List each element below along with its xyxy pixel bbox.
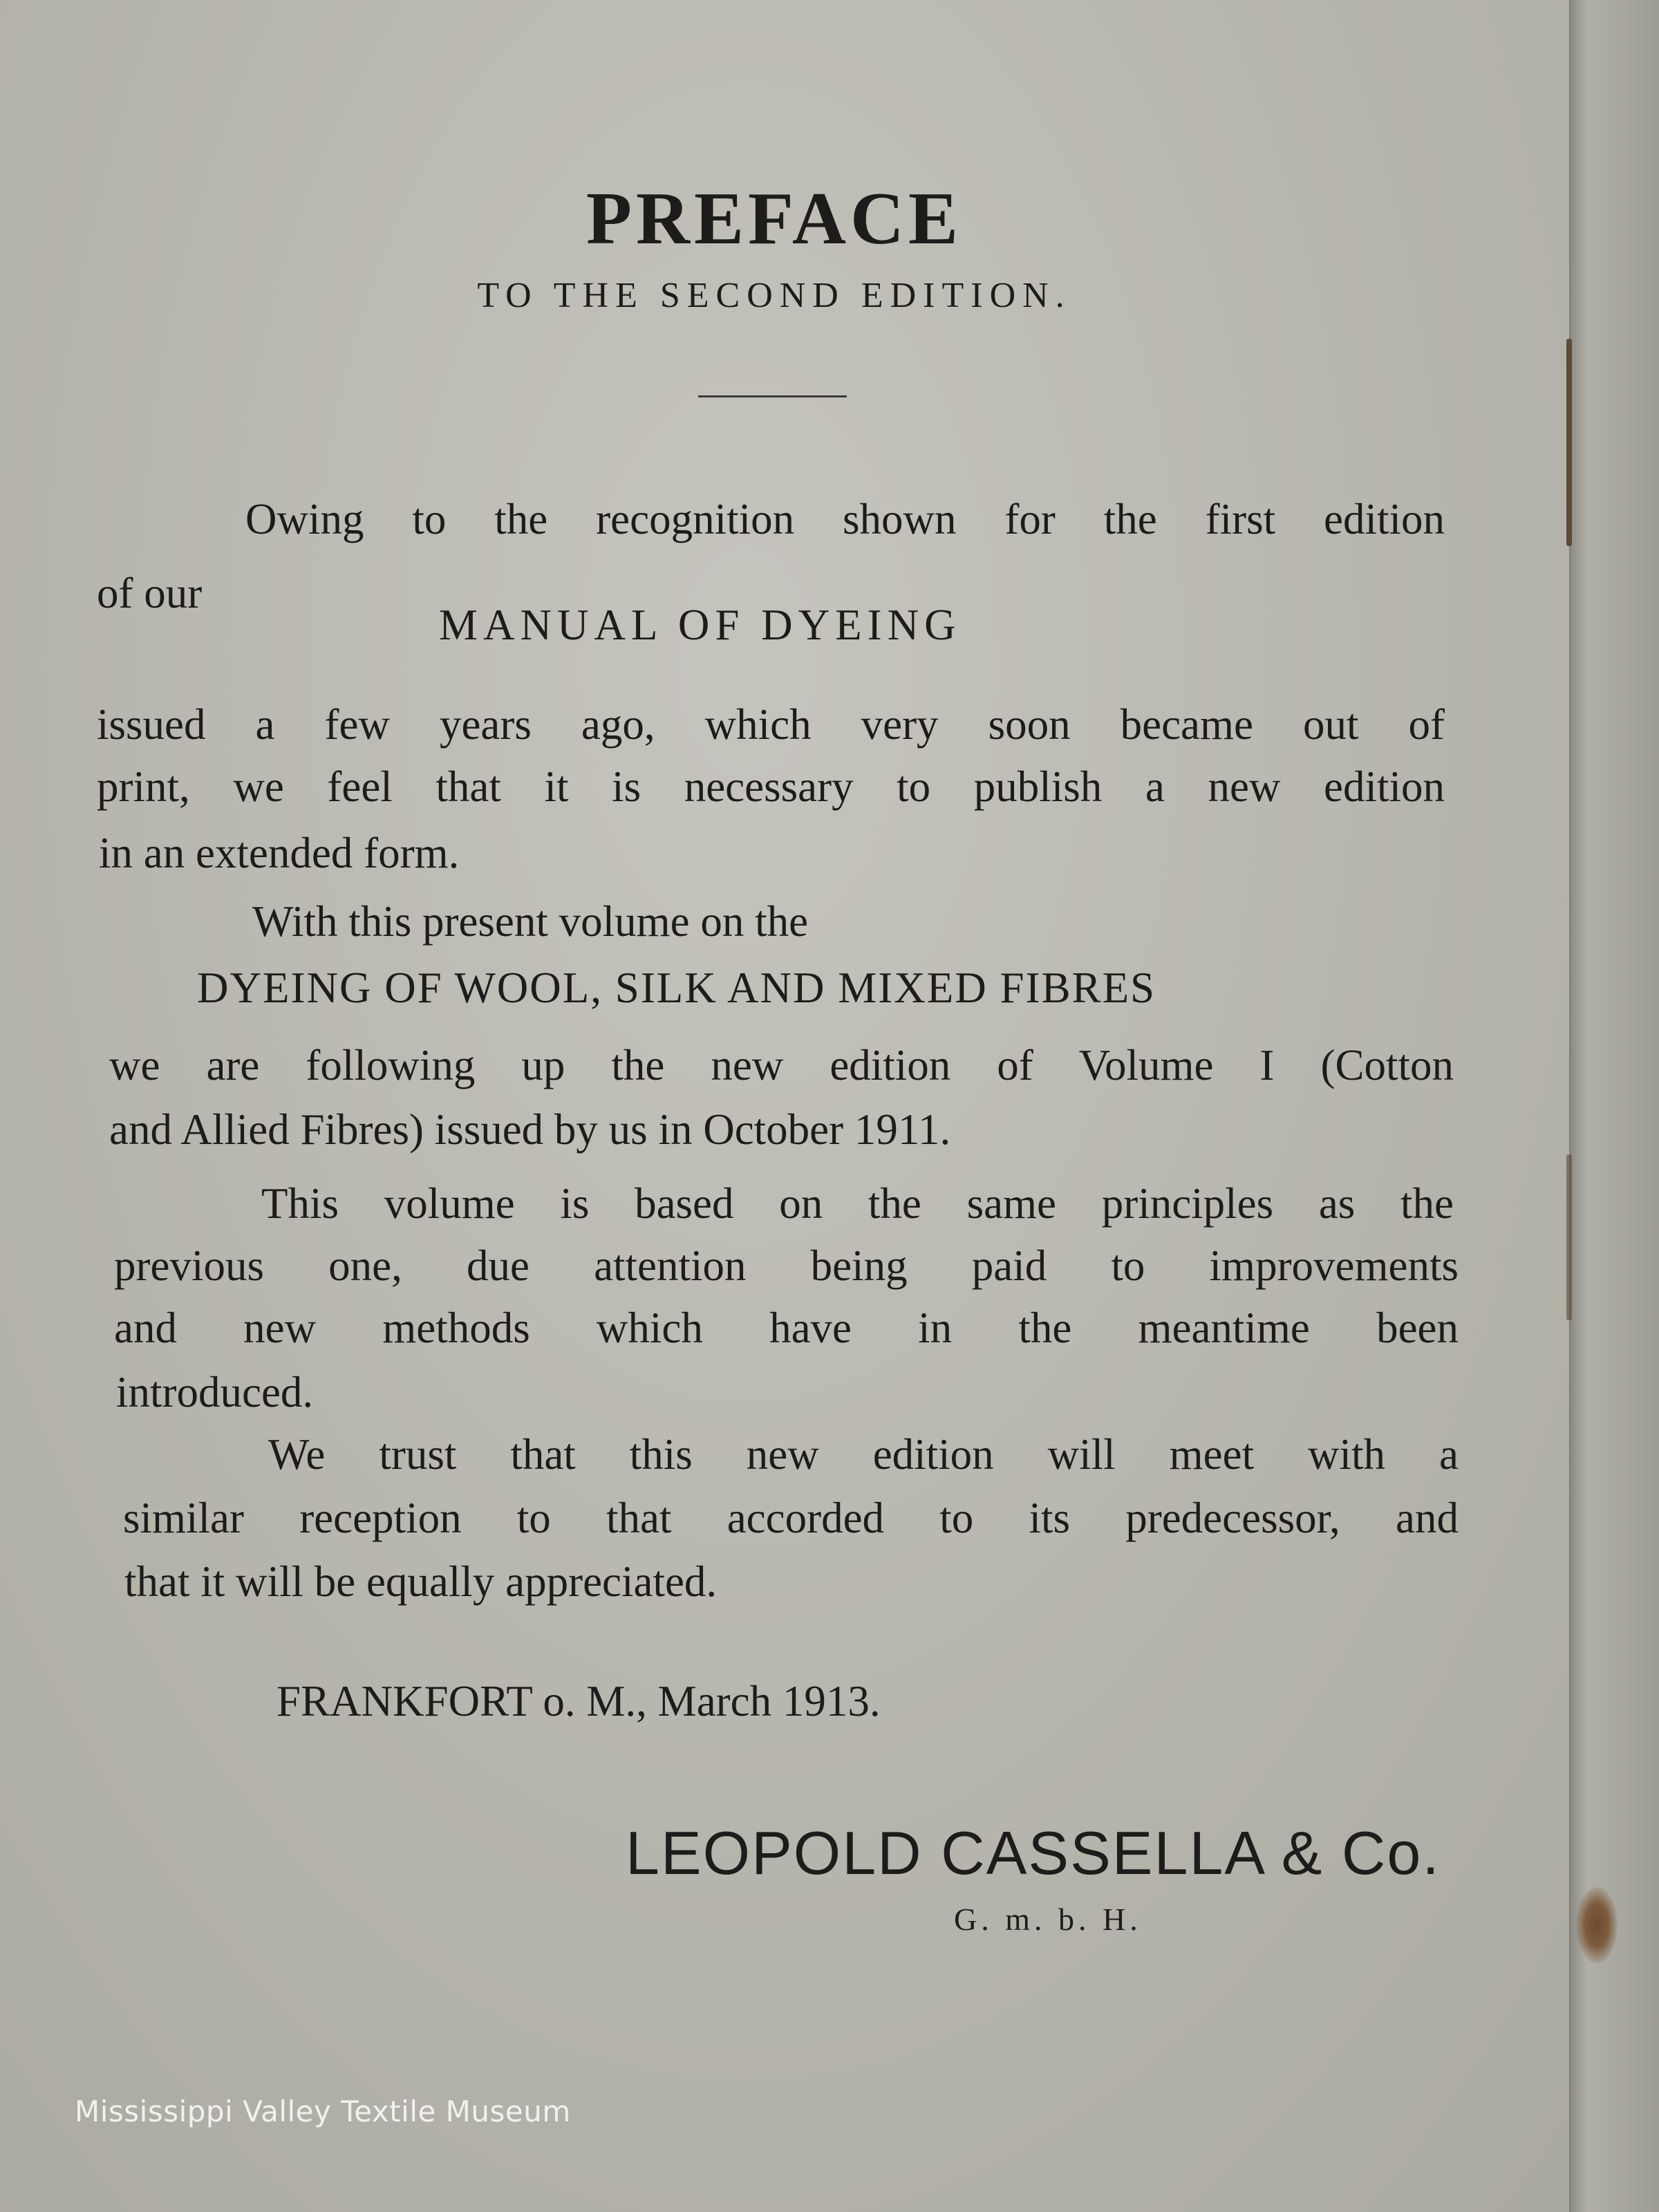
text-line: With this present volume on the (252, 897, 809, 946)
watermark-text: Mississippi Valley Textile Museum (75, 2094, 571, 2128)
manual-title: MANUAL OF DYEING (439, 601, 962, 649)
page-gutter (1569, 0, 1659, 2212)
text-line: we are following up the new edition of Volume I (Cotton (109, 1041, 1454, 1089)
text-line: and new methods which have in the meantime been (114, 1304, 1459, 1352)
text-line: This volume is based on the same principles as the (261, 1179, 1454, 1228)
text-line: similar reception to that accorded to its predecessor, and (123, 1494, 1459, 1542)
page-edge-mark (1566, 339, 1572, 546)
text-line: introduced. (116, 1368, 314, 1416)
volume-title: DYEING OF WOOL, SILK AND MIXED FIBRES (197, 964, 1156, 1012)
text-line: and Allied Fibres) issued by us in October 1911. (109, 1105, 951, 1154)
page-title: PREFACE (586, 178, 962, 260)
page-subtitle: TO THE SECOND EDITION. (477, 276, 1071, 315)
page-edge-mark (1566, 1154, 1572, 1320)
text-line: previous one, due attention being paid to improvements (114, 1241, 1459, 1290)
page-stain (1576, 1887, 1618, 1963)
text-line: print, we feel that it is necessary to publish a new edition (97, 762, 1445, 811)
title-divider (698, 395, 847, 397)
text-line: in an extended form. (99, 829, 460, 877)
text-line: Owing to the recognition shown for the first edition (245, 495, 1445, 543)
text-line: of our (97, 569, 203, 617)
signature-sub: G. m. b. H. (954, 1902, 1142, 1937)
text-line: We trust that this new edition will meet with a (268, 1430, 1459, 1479)
place-date: FRANKFORT o. M., March 1913. (276, 1677, 881, 1725)
text-line: that it will be equally appreciated. (124, 1557, 718, 1606)
signature: LEOPOLD CASSELLA & Co. (626, 1819, 1441, 1887)
text-line: issued a few years ago, which very soon became out of (97, 700, 1445, 749)
